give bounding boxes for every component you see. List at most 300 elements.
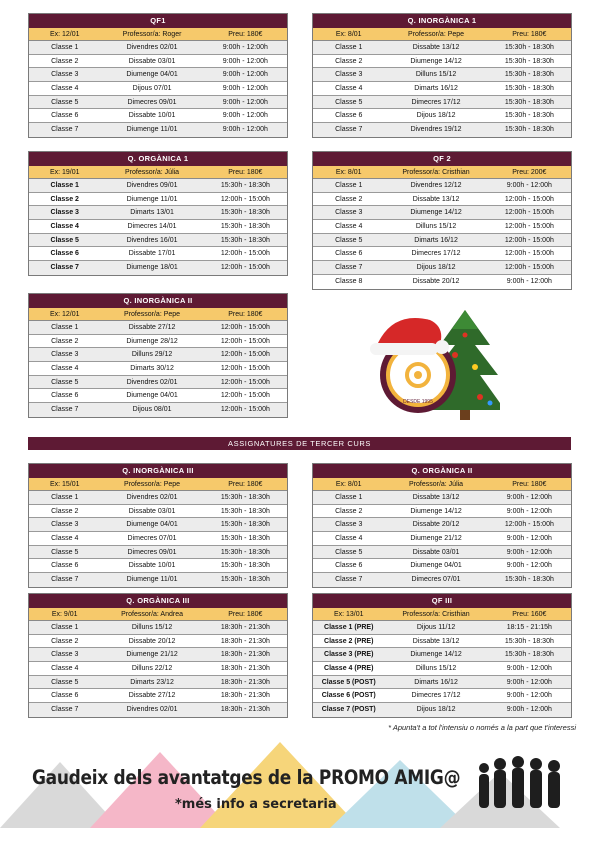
table-cell: Classe 2	[51, 57, 79, 65]
header-cell: Professor/a: Roger	[122, 31, 182, 38]
table-row	[29, 703, 287, 717]
table-cell: Classe 7	[335, 576, 363, 584]
table-header	[313, 478, 571, 491]
table-cell: 15:30h - 18:30h	[220, 494, 270, 501]
table-cell: Classe 5	[51, 98, 79, 106]
table-cell: Divendres 02/01	[126, 706, 178, 714]
table-cell: 15:30h - 18:30h	[504, 98, 554, 106]
table-cell: 12:00h - 15:00h	[220, 324, 270, 331]
table-cell: 18:30h - 21:30h	[220, 624, 270, 631]
table-cell: Divendres 02/01	[126, 378, 178, 386]
table-title: Q. ORGÀNICA III	[29, 594, 287, 608]
table-cell: Classe 2	[335, 507, 363, 515]
table-body	[29, 179, 287, 275]
table-cell: 12:00h - 15:00h	[504, 521, 554, 529]
table-cell: Dimarts 16/12	[414, 236, 458, 244]
table-cell: Dilluns 22/12	[131, 665, 173, 673]
table-cell: Dissabte 20/12	[412, 521, 460, 529]
header-cell: Ex: 19/01	[49, 169, 80, 176]
table-row	[313, 82, 571, 96]
schedule-qf3	[312, 593, 572, 718]
table-cell: Dissabte 13/12	[412, 637, 460, 645]
table-cell: Diumenge 14/12	[410, 651, 462, 659]
table-title: QF III	[313, 594, 571, 608]
table-cell: Classe 2	[335, 195, 363, 203]
table-cell: Classe 6	[335, 112, 363, 120]
schedule-qorganica-3	[28, 593, 288, 718]
table-row	[313, 621, 571, 635]
table-row	[29, 362, 287, 376]
table-row	[29, 96, 287, 110]
table-cell: 9:00h - 12:00h	[506, 494, 552, 501]
table-row	[313, 505, 571, 519]
table-cell: Dimecres 07/01	[127, 535, 177, 543]
table-cell: Dimarts 23/12	[130, 678, 174, 686]
table-row	[313, 648, 571, 662]
table-cell: Classe 4	[51, 665, 79, 673]
table-row	[29, 573, 287, 587]
table-row	[29, 234, 287, 248]
table-body	[29, 491, 287, 587]
table-cell: Diumenge 14/12	[410, 507, 462, 515]
schedule-qorganica-1	[28, 151, 288, 276]
table-cell: Dimecres 14/01	[127, 223, 177, 231]
table-cell: Classe 5	[51, 548, 79, 556]
table-cell: Dimarts 30/12	[130, 365, 174, 373]
table-cell: Classe 3	[51, 71, 79, 79]
table-cell: 15:30h - 18:30h	[220, 182, 270, 189]
table-cell: 18:30h - 21:30h	[220, 706, 270, 714]
table-cell: 12:00h - 15:00h	[220, 264, 270, 272]
table-row	[313, 275, 571, 289]
table-cell: 15:30h - 18:30h	[504, 112, 554, 120]
table-title: QF 2	[313, 152, 571, 166]
table-cell: Dissabte 20/12	[128, 637, 176, 645]
table-cell: Diumenge 28/12	[126, 337, 178, 345]
table-cell: Dijous 08/01	[132, 406, 172, 414]
table-cell: Diumenge 04/01	[126, 521, 178, 529]
table-cell: Classe 2	[51, 507, 79, 515]
table-cell: Dimecres 07/01	[411, 576, 461, 584]
table-cell: 15:30h - 18:30h	[504, 651, 554, 659]
table-cell: 12:00h - 15:00h	[504, 236, 554, 244]
header-cell: Ex: 8/01	[335, 31, 362, 38]
table-cell: Dilluns 29/12	[131, 351, 173, 359]
header-cell: Ex: 13/01	[333, 611, 364, 618]
table-cell: 9:00h - 12:00h	[222, 85, 268, 93]
table-cell: 18:30h - 21:30h	[220, 678, 270, 686]
table-row	[313, 703, 571, 717]
table-cell: Dilluns 15/12	[131, 624, 173, 631]
table-cell: 15:30h - 18:30h	[220, 521, 270, 529]
table-cell: 9:00h - 12:00h	[222, 126, 268, 134]
table-cell: Classe 1	[51, 324, 79, 331]
table-cell: Classe 1	[335, 494, 363, 501]
table-cell: 15:30h - 18:30h	[220, 576, 270, 584]
table-cell: Classe 5	[51, 678, 79, 686]
table-row	[313, 573, 571, 587]
table-header	[29, 166, 287, 179]
table-cell: Dissabte 13/12	[412, 44, 460, 51]
table-title: QF1	[29, 14, 287, 28]
table-row	[29, 505, 287, 519]
table-row	[29, 376, 287, 390]
table-cell: 12:00h - 15:00h	[220, 250, 270, 258]
table-row	[313, 676, 571, 690]
table-cell: Diumenge 11/01	[126, 576, 178, 584]
table-row	[313, 546, 571, 560]
table-row	[313, 518, 571, 532]
schedule-qinorganica-2	[28, 293, 288, 418]
table-row	[313, 109, 571, 123]
table-cell: Divendres 19/12	[410, 126, 462, 134]
header-cell: Preu: 180€	[228, 311, 263, 318]
table-cell: 9:00h - 12:00h	[506, 692, 552, 700]
table-row	[29, 532, 287, 546]
table-row	[29, 389, 287, 403]
table-row	[29, 662, 287, 676]
table-cell: Dissabte 10/01	[128, 112, 176, 120]
table-row	[313, 55, 571, 69]
header-cell: Professor/a: Pepe	[408, 31, 465, 38]
table-cell: Dissabte 03/01	[128, 57, 176, 65]
table-cell: 9:00h - 12:00h	[506, 706, 552, 714]
table-cell: Classe 3	[51, 351, 79, 359]
table-row	[29, 206, 287, 220]
table-cell: Classe 3	[335, 521, 363, 529]
table-row	[29, 193, 287, 207]
table-row	[29, 491, 287, 505]
table-cell: Classe 7	[51, 126, 79, 134]
table-cell: 9:00h - 12:00h	[506, 535, 552, 543]
schedule-qf1	[28, 13, 288, 138]
table-row	[29, 335, 287, 349]
header-cell: Professor/a: Pepe	[124, 311, 181, 318]
promo-subline: *més info a secretaria	[175, 797, 337, 812]
table-cell: 12:00h - 15:00h	[504, 264, 554, 272]
table-cell: Dimecres 17/12	[411, 98, 461, 106]
table-cell: Classe 5	[335, 548, 363, 556]
table-cell: 12:00h - 15:00h	[504, 223, 554, 231]
table-cell: 15:30h - 18:30h	[504, 44, 554, 51]
table-cell: 18:30h - 21:30h	[220, 692, 270, 700]
table-row	[29, 41, 287, 55]
table-cell: 9:00h - 12:00h	[222, 98, 268, 106]
table-cell: Classe 7	[50, 264, 79, 272]
table-cell: Classe 2	[51, 337, 79, 345]
table-cell: Classe 2	[50, 195, 79, 203]
table-cell: Classe 6	[50, 250, 79, 258]
table-row	[313, 689, 571, 703]
table-row	[29, 348, 287, 362]
table-cell: Divendres 02/01	[126, 44, 178, 51]
table-row	[29, 676, 287, 690]
table-title: Q. INORGÀNICA 1	[313, 14, 571, 28]
table-cell: 15:30h - 18:30h	[220, 236, 270, 244]
table-row	[313, 123, 571, 137]
table-body	[29, 621, 287, 717]
header-cell: Ex: 12/01	[49, 311, 80, 318]
header-cell: Professor/a: Pepe	[124, 481, 181, 488]
table-header	[313, 608, 571, 621]
table-row	[29, 546, 287, 560]
santa-hat-icon	[370, 318, 449, 355]
table-row	[313, 193, 571, 207]
header-cell: Ex: 8/01	[335, 169, 362, 176]
header-cell: Ex: 9/01	[51, 611, 78, 618]
table-cell: Classe 3	[51, 651, 79, 659]
table-cell: 15:30h - 18:30h	[504, 57, 554, 65]
table-cell: Classe 7 (POST)	[321, 706, 376, 714]
table-cell: 12:00h - 15:00h	[504, 209, 554, 217]
table-cell: Dissabte 20/12	[412, 277, 460, 285]
table-header	[29, 28, 287, 41]
table-body	[313, 621, 571, 717]
table-cell: 12:00h - 15:00h	[504, 195, 554, 203]
table-cell: Dimecres 09/01	[127, 98, 177, 106]
table-cell: 9:00h - 12:00h	[506, 548, 552, 556]
table-cell: 12:00h - 15:00h	[220, 195, 270, 203]
table-cell: 9:00h - 12:00h	[222, 57, 268, 65]
table-cell: Classe 6	[335, 250, 363, 258]
header-cell: Preu: 200€	[512, 169, 547, 176]
table-cell: 12:00h - 15:00h	[220, 351, 270, 359]
table-cell: Classe 7	[335, 126, 363, 134]
table-cell: 15:30h - 18:30h	[504, 71, 554, 79]
table-cell: Dissabte 03/01	[412, 548, 460, 556]
table-cell: Dijous 07/01	[132, 85, 172, 93]
table-row	[29, 55, 287, 69]
table-cell: Classe 6	[335, 562, 363, 570]
table-cell: Classe 4	[50, 223, 79, 231]
table-row	[29, 179, 287, 193]
table-cell: 15:30h - 18:30h	[504, 126, 554, 134]
table-row	[29, 68, 287, 82]
table-cell: Dissabte 27/12	[128, 692, 176, 700]
header-cell: Preu: 180€	[228, 31, 263, 38]
table-cell: Dissabte 13/12	[412, 195, 460, 203]
table-cell: 12:00h - 15:00h	[220, 365, 270, 373]
table-cell: 15:30h - 18:30h	[504, 637, 554, 645]
table-cell: Dissabte 27/12	[128, 324, 176, 331]
table-cell: Classe 8	[335, 277, 363, 285]
table-cell: Classe 5	[335, 98, 363, 106]
table-cell: 12:00h - 15:00h	[220, 337, 270, 345]
table-body	[313, 179, 571, 289]
table-row	[313, 68, 571, 82]
table-cell: Diumenge 14/12	[410, 209, 462, 217]
table-cell: 15:30h - 18:30h	[220, 548, 270, 556]
table-cell: Classe 4	[51, 535, 79, 543]
table-cell: Classe 3	[50, 209, 79, 217]
table-header	[29, 308, 287, 321]
header-cell: Ex: 12/01	[49, 31, 80, 38]
table-cell: 12:00h - 15:00h	[504, 250, 554, 258]
table-body	[313, 41, 571, 137]
table-body	[29, 321, 287, 417]
table-cell: 15:30h - 18:30h	[220, 507, 270, 515]
table-cell: Classe 3	[51, 521, 79, 529]
header-cell: Professor/a: Cristhian	[402, 169, 470, 176]
table-row	[29, 123, 287, 137]
table-cell: Dimarts 13/01	[130, 209, 174, 217]
table-body	[313, 491, 571, 587]
table-cell: Classe 6	[51, 392, 79, 400]
table-row	[29, 518, 287, 532]
table-cell: Dilluns 15/12	[415, 71, 457, 79]
table-row	[313, 220, 571, 234]
table-cell: Classe 1	[335, 44, 363, 51]
table-cell: 15:30h - 18:30h	[220, 535, 270, 543]
christmas-logo-illustration	[360, 305, 500, 425]
table-cell: Classe 6	[51, 112, 79, 120]
table-cell: Diumenge 21/12	[410, 535, 462, 543]
header-cell: Professor/a: Andrea	[121, 611, 183, 618]
table-cell: 9:00h - 12:00h	[506, 665, 552, 673]
table-cell: Classe 3	[335, 71, 363, 79]
table-cell: Classe 3 (PRE)	[324, 651, 374, 659]
table-cell: Classe 5 (POST)	[321, 678, 376, 686]
table-title: Q. ORGÀNICA II	[313, 464, 571, 478]
table-cell: 18:15 - 21:15h	[506, 624, 552, 631]
table-row	[29, 689, 287, 703]
table-cell: Classe 5	[50, 236, 79, 244]
header-cell: Preu: 180€	[512, 31, 547, 38]
table-row	[313, 234, 571, 248]
table-cell: Classe 5	[335, 236, 363, 244]
table-cell: Classe 1	[51, 44, 79, 51]
table-cell: Dissabte 17/01	[128, 250, 176, 258]
table-cell: Dimecres 17/12	[411, 692, 461, 700]
table-cell: Diumenge 04/01	[126, 392, 178, 400]
table-cell: 12:00h - 15:00h	[220, 406, 270, 414]
table-header	[313, 28, 571, 41]
table-cell: Classe 1	[50, 182, 79, 189]
header-cell: Professor/a: Júlia	[125, 169, 180, 176]
table-cell: 9:00h - 12:00h	[506, 277, 552, 285]
table-cell: Classe 4	[51, 85, 79, 93]
table-cell: 15:30h - 18:30h	[504, 576, 554, 584]
table-row	[29, 321, 287, 335]
table-cell: Classe 1	[51, 624, 79, 631]
table-cell: 15:30h - 18:30h	[220, 209, 270, 217]
table-row	[29, 403, 287, 417]
table-cell: 18:30h - 21:30h	[220, 651, 270, 659]
table-body	[29, 41, 287, 137]
table-cell: Classe 6	[51, 562, 79, 570]
table-cell: Diumenge 11/01	[126, 195, 178, 203]
table-cell: 15:30h - 18:30h	[220, 562, 270, 570]
table-cell: Divendres 16/01	[126, 236, 178, 244]
table-cell: Classe 6	[51, 692, 79, 700]
table-cell: 15:30h - 18:30h	[504, 85, 554, 93]
table-cell: Classe 7	[51, 406, 79, 414]
table-row	[29, 635, 287, 649]
table-row	[313, 662, 571, 676]
table-cell: Dimecres 09/01	[127, 548, 177, 556]
table-cell: Classe 4	[51, 365, 79, 373]
table-cell: Classe 7	[51, 706, 79, 714]
table-cell: Diumenge 04/01	[410, 562, 462, 570]
table-cell: Dissabte 13/12	[412, 494, 460, 501]
table-cell: 9:00h - 12:00h	[222, 44, 268, 51]
table-cell: Dijous 18/12	[416, 264, 456, 272]
table-cell: Classe 2 (PRE)	[324, 637, 374, 645]
table-cell: 18:30h - 21:30h	[220, 637, 270, 645]
table-title: Q. INORGÀNICA III	[29, 464, 287, 478]
seal-tagline: DESDE 1995	[403, 399, 433, 405]
table-cell: 12:00h - 15:00h	[220, 378, 270, 386]
header-cell: Preu: 180€	[228, 169, 263, 176]
table-cell: Dijous 11/12	[416, 624, 456, 631]
table-cell: 9:00h - 12:00h	[506, 678, 552, 686]
header-cell: Preu: 180€	[228, 481, 263, 488]
table-row	[313, 559, 571, 573]
table-cell: Dimarts 16/12	[414, 85, 458, 93]
table-cell: Diumenge 14/12	[410, 57, 462, 65]
header-cell: Preu: 160€	[512, 611, 547, 618]
table-cell: Dissabte 03/01	[128, 507, 176, 515]
table-row	[313, 179, 571, 193]
table-cell: Dimarts 16/12	[414, 678, 458, 686]
third-year-banner: ASSIGNATURES DE TERCER CURS	[28, 437, 571, 450]
table-cell: Classe 1	[335, 182, 363, 189]
table-cell: 9:00h - 12:00h	[222, 71, 268, 79]
table-cell: Classe 1 (PRE)	[324, 624, 374, 631]
intensive-note: * Apunta't a tot l'intensiu o només a la part que t'interessi	[388, 723, 576, 732]
table-cell: Dissabte 10/01	[128, 562, 176, 570]
header-cell: Ex: 8/01	[335, 481, 362, 488]
table-cell: 9:00h - 12:00h	[506, 562, 552, 570]
table-cell: Diumenge 21/12	[126, 651, 178, 659]
table-cell: 9:00h - 12:00h	[506, 182, 552, 189]
promo-headline: Gaudeix dels avantatges de la PROMO AMIG@	[32, 766, 461, 790]
table-cell: Divendres 09/01	[126, 182, 178, 189]
table-row	[313, 261, 571, 275]
table-row	[29, 648, 287, 662]
table-cell: Classe 3	[335, 209, 363, 217]
table-cell: Classe 2	[51, 637, 79, 645]
schedule-qinorganica-3	[28, 463, 288, 588]
table-cell: Classe 4	[335, 535, 363, 543]
table-cell: Divendres 02/01	[126, 494, 178, 501]
table-cell: Diumenge 04/01	[126, 71, 178, 79]
header-cell: Preu: 180€	[512, 481, 547, 488]
table-cell: Classe 1	[51, 494, 79, 501]
table-row	[29, 559, 287, 573]
table-cell: Classe 7	[335, 264, 363, 272]
table-cell: Dilluns 15/12	[415, 665, 457, 673]
table-cell: Dijous 18/12	[416, 706, 456, 714]
table-cell: Dijous 18/12	[416, 112, 456, 120]
table-row	[313, 96, 571, 110]
table-row	[29, 621, 287, 635]
header-cell: Professor/a: Júlia	[409, 481, 464, 488]
table-title: Q. INORGÀNICA II	[29, 294, 287, 308]
table-row	[29, 109, 287, 123]
header-cell: Preu: 180€	[228, 611, 263, 618]
table-header	[29, 608, 287, 621]
table-cell: Dimecres 17/12	[411, 250, 461, 258]
table-row	[313, 41, 571, 55]
table-row	[29, 82, 287, 96]
table-cell: Classe 6 (POST)	[321, 692, 376, 700]
table-row	[313, 247, 571, 261]
table-cell: Classe 4 (PRE)	[324, 665, 374, 673]
table-cell: 12:00h - 15:00h	[220, 392, 270, 400]
table-row	[313, 635, 571, 649]
table-row	[313, 206, 571, 220]
